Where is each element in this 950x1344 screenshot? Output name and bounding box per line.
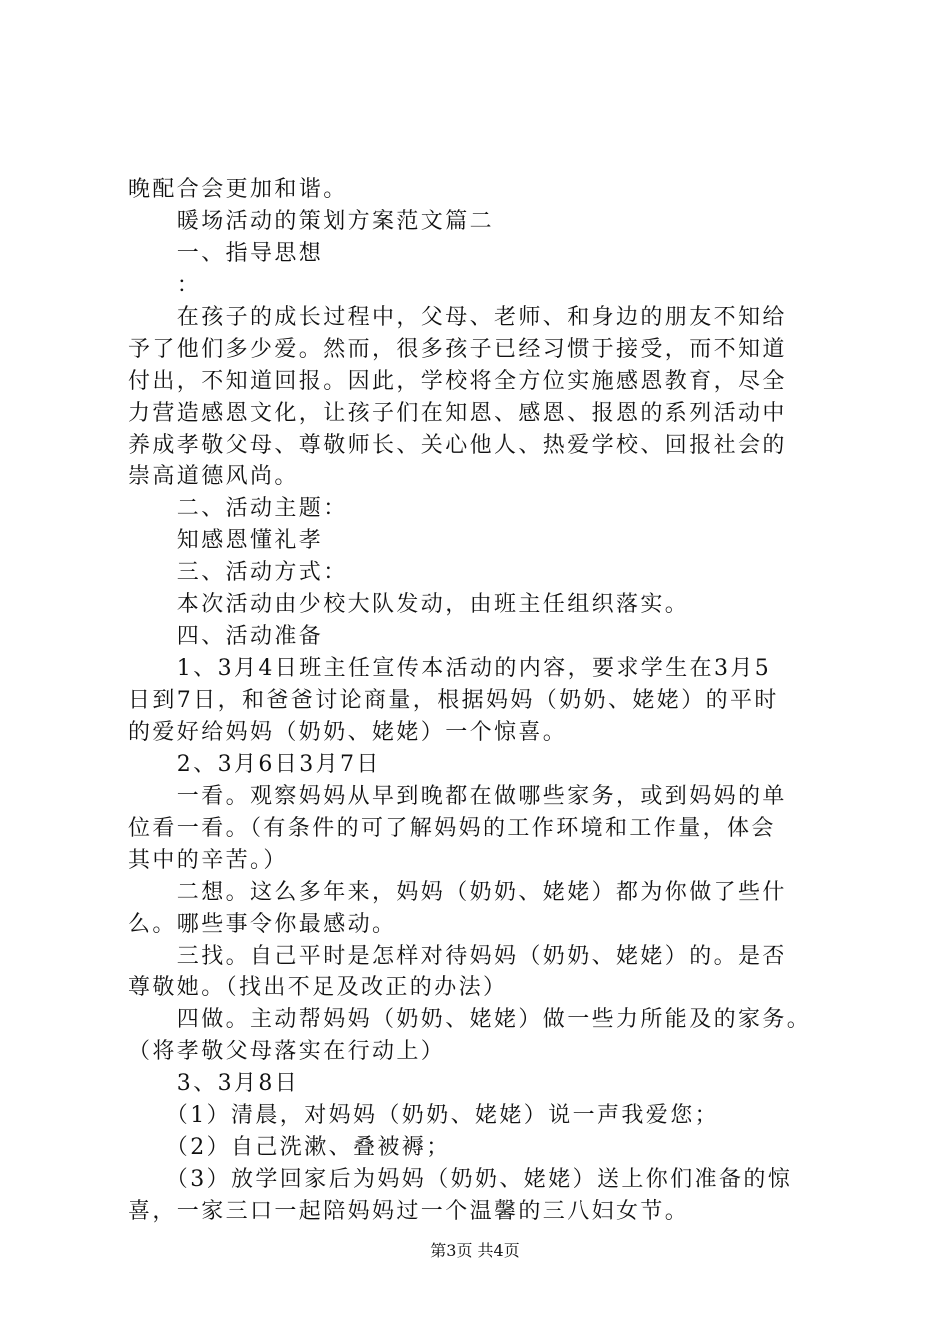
text-line: 知感恩懂礼孝 [128,528,324,553]
text-line: 位看一看。（有条件的可了解妈妈的工作环境和工作量，体会 [128,816,776,841]
text-line: 晚配合会更加和谐。 [128,177,348,202]
text-line: 的爱好给妈妈（奶奶、姥姥）一个惊喜。 [128,720,568,745]
page-footer: 第3页 共4页 [430,1241,520,1260]
text-line: 力营造感恩文化，让孩子们在知恩、感恩、报恩的系列活动中 [128,401,787,426]
text-line: 尊敬她。（找出不足及改正的办法） [128,975,508,1000]
text-line: 其中的辛苦。） [128,848,288,873]
text-line: 予了他们多少爱。然而，很多孩子已经习惯于接受，而不知道 [128,337,787,362]
text-line: 喜，一家三口一起陪妈妈过一个温馨的三八妇女节。 [128,1199,690,1224]
text-line: 么。哪些事令你最感动。 [128,912,397,937]
section-heading: 暖场活动的策划方案范文篇二 [128,209,495,234]
section-heading: 四、活动准备 [128,624,324,649]
section-heading: 二、活动主题： [128,496,348,521]
text-line: 养成孝敬父母、尊敬师长、关心他人、热爱学校、回报社会的 [128,433,787,458]
text-line: 3、3月8日 [128,1071,300,1096]
section-heading: 一、指导思想 [128,241,324,266]
text-line: 日到7日，和爸爸讨论商量，根据妈妈（奶奶、姥姥）的平时 [128,688,779,713]
text-line: 本次活动由少校大队发动，由班主任组织落实。 [128,592,690,617]
text-line: 三找。自己平时是怎样对待妈妈（奶奶、姥姥）的。是否 [128,944,787,969]
text-line: 在孩子的成长过程中，父母、老师、和身边的朋友不知给 [128,305,787,330]
text-line: （1）清晨，对妈妈（奶奶、姥姥）说一声我爱您； [128,1103,719,1128]
text-line: （2）自己洗漱、叠被褥； [128,1135,451,1160]
text-line: 四做。主动帮妈妈（奶奶、姥姥）做一些力所能及的家务。 [128,1007,812,1032]
text-line: （3）放学回家后为妈妈（奶奶、姥姥）送上你们准备的惊 [128,1167,793,1192]
text-line: ： [128,273,202,298]
section-heading: 三、活动方式： [128,560,348,585]
text-line: 1、3月4日班主任宣传本活动的内容，要求学生在3月5 [128,656,772,681]
text-line: 一看。观察妈妈从早到晚都在做哪些家务，或到妈妈的单 [128,784,787,809]
text-line: 二想。这么多年来，妈妈（奶奶、姥姥）都为你做了些什 [128,880,787,905]
text-line: 崇高道德风尚。 [128,464,299,489]
text-line: 付出，不知道回报。因此，学校将全方位实施感恩教育，尽全 [128,369,787,394]
text-line: （将孝敬父母落实在行动上） [128,1039,446,1064]
text-line: 2、3月6日3月7日 [128,752,381,777]
